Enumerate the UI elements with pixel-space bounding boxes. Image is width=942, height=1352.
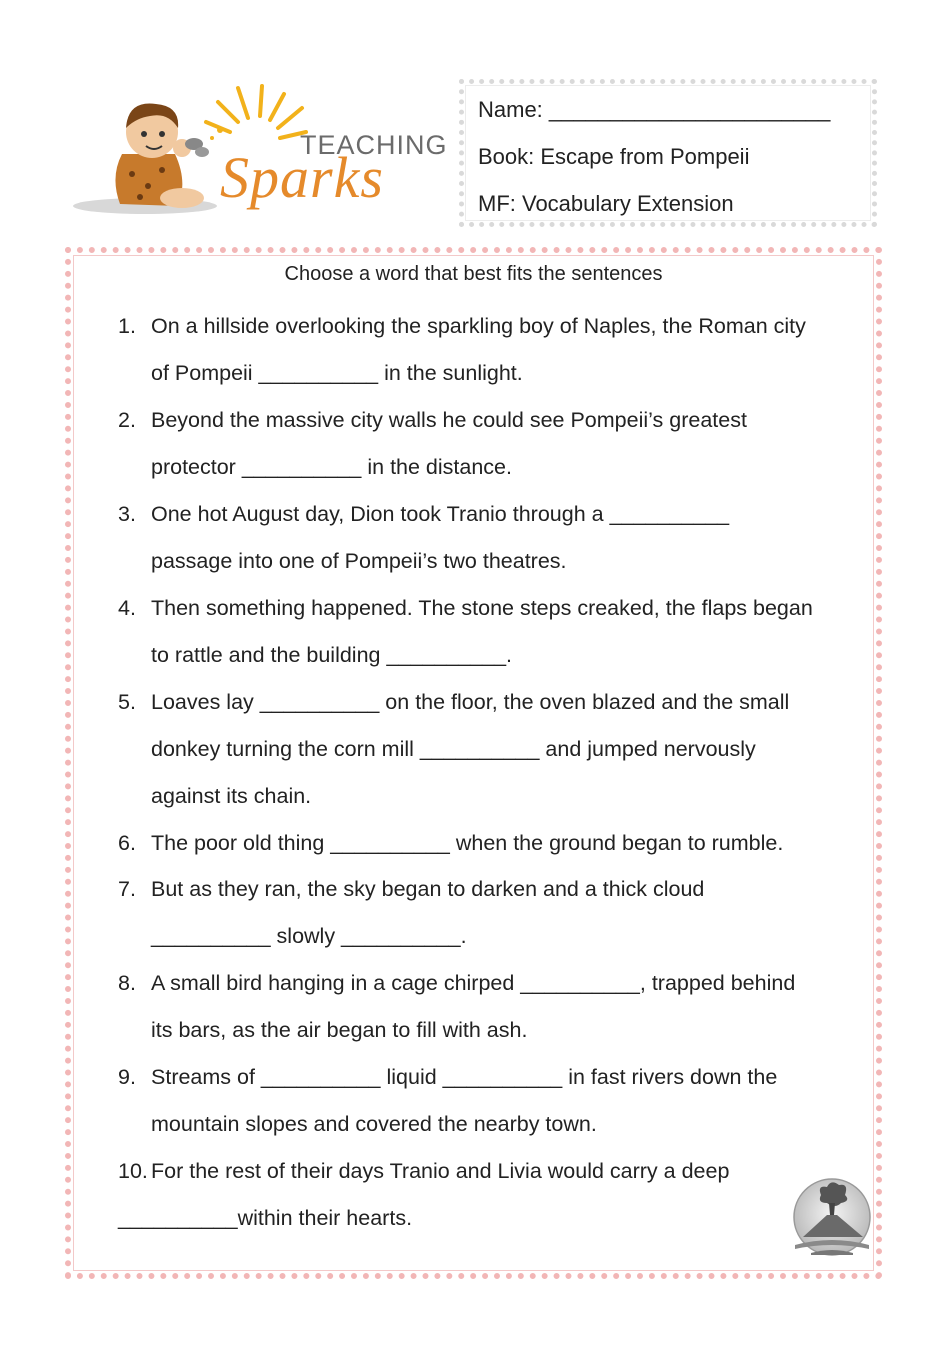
question-number: 6.: [118, 831, 136, 855]
mf-title: MF: Vocabulary Extension: [478, 191, 734, 216]
student-info-box: [459, 79, 877, 227]
question-number: 1.: [118, 314, 136, 338]
logo-brand-top: TEACHING: [300, 130, 448, 160]
question-text[interactable]: Beyond the massive city walls he could see Pompeii’s greatest: [151, 408, 747, 432]
name-field[interactable]: Name: _______________________: [478, 97, 831, 122]
book-title: Book: Escape from Pompeii: [478, 144, 750, 169]
question-text[interactable]: protector __________ in the distance.: [151, 455, 512, 479]
question-6: [118, 820, 783, 867]
question-8: [118, 960, 795, 1054]
question-text[interactable]: Then something happened. The stone steps creaked, the flaps began: [151, 596, 813, 620]
question-number: 4.: [118, 596, 136, 620]
question-text[interactable]: __________within their hearts.: [118, 1206, 413, 1230]
question-text[interactable]: to rattle and the building __________.: [151, 643, 513, 667]
question-text[interactable]: against its chain.: [151, 784, 312, 808]
question-text[interactable]: passage into one of Pompeii’s two theatres.: [151, 549, 567, 573]
question-4: [118, 585, 813, 679]
question-3: [118, 491, 729, 585]
question-text[interactable]: But as they ran, the sky began to darken and a thick cloud: [151, 877, 705, 901]
question-text[interactable]: Loaves lay __________ on the floor, the oven blazed and the small: [151, 690, 790, 714]
question-text[interactable]: __________ slowly __________.: [151, 924, 467, 948]
teaching-sparks-logo: [70, 82, 450, 232]
question-text[interactable]: For the rest of their days Tranio and Livia would carry a deep: [151, 1159, 730, 1183]
question-1: [118, 303, 806, 397]
question-text[interactable]: its bars, as the air began to fill with ash.: [151, 1018, 528, 1042]
question-10: [118, 1148, 729, 1242]
question-number: 10.: [118, 1159, 148, 1183]
question-text[interactable]: On a hillside overlooking the sparkling boy of Naples, the Roman city: [151, 314, 806, 338]
question-text[interactable]: A small bird hanging in a cage chirped __________, trapped behind: [151, 971, 796, 995]
question-text[interactable]: of Pompeii __________ in the sunlight.: [151, 361, 523, 385]
question-text[interactable]: mountain slopes and covered the nearby town.: [151, 1112, 597, 1136]
question-number: 5.: [118, 690, 136, 714]
question-text[interactable]: The poor old thing __________ when the ground began to rumble.: [151, 831, 784, 855]
question-9: [118, 1054, 777, 1148]
question-text[interactable]: Streams of __________ liquid __________ in fast rivers down the: [151, 1065, 778, 1089]
question-number: 8.: [118, 971, 136, 995]
question-number: 2.: [118, 408, 136, 432]
question-text[interactable]: donkey turning the corn mill __________ and jumped nervously: [151, 737, 756, 761]
question-5: [118, 679, 789, 820]
instructions: Choose a word that best fits the sentences: [284, 263, 663, 285]
volcano-icon: [791, 1175, 873, 1265]
question-7: [118, 866, 704, 960]
worksheet-panel: [65, 247, 882, 1279]
logo-brand-main: Sparks: [220, 145, 384, 210]
question-number: 3.: [118, 502, 136, 526]
question-number: 9.: [118, 1065, 136, 1089]
question-text[interactable]: One hot August day, Dion took Tranio through a __________: [151, 502, 730, 526]
question-2: [118, 397, 747, 491]
question-number: 7.: [118, 877, 136, 901]
